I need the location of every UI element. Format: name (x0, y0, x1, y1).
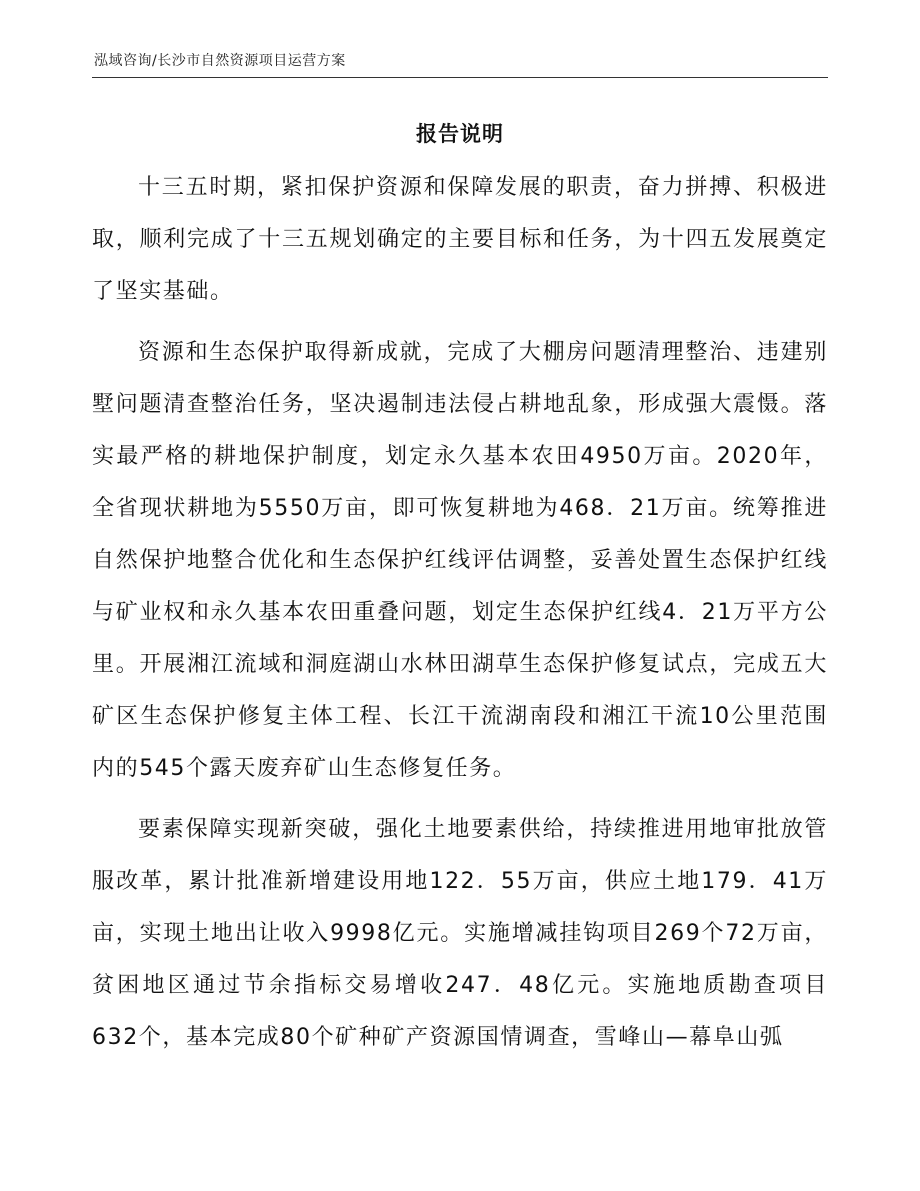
paragraph-3: 要素保障实现新突破，强化土地要素供给，持续推进用地审批放管服改革，累计批准新增建设用地122．55万亩，供应土地179．41万亩，实现土地出让收入9998亿元。实施增减挂钩项目269个72万亩，贫困地区通过节余指标交易增收247．48亿元。实施地质勘查项目632个，基本完成80个矿种矿产资源国情调查，雪峰山—幕阜山弧 (92, 817, 828, 1050)
paragraph-2: 资源和生态保护取得新成就，完成了大棚房问题清理整治、违建别墅问题清查整治任务，坚决遏制违法侵占耕地乱象，形成强大震慑。落实最严格的耕地保护制度，划定永久基本农田4950万亩。2020年，全省现状耕地为5550万亩，即可恢复耕地为468．21万亩。统筹推进自然保护地整合优化和生态保护红线评估调整，妥善处置生态保护红线与矿业权和永久基本农田重叠问题，划定生态保护红线4．21万平方公里。开展湘江流域和洞庭湖山水林田湖草生态保护修复试点，完成五大矿区生态保护修复主体工程、长江干流湖南段和湘江干流10公里范围内的545个露天废弃矿山生态修复任务。 (92, 340, 828, 781)
report-title: 报告说明 (416, 122, 504, 146)
paragraph-1: 十三五时期，紧扣保护资源和保障发展的职责，奋力拼搏、积极进取，顺利完成了十三五规划确定的主要目标和任务，为十四五发展奠定了坚实基础。 (92, 175, 828, 304)
document-body (92, 162, 828, 1064)
document-header: 泓域咨询/长沙市自然资源项目运营方案 (94, 53, 346, 69)
header-divider (92, 77, 828, 78)
